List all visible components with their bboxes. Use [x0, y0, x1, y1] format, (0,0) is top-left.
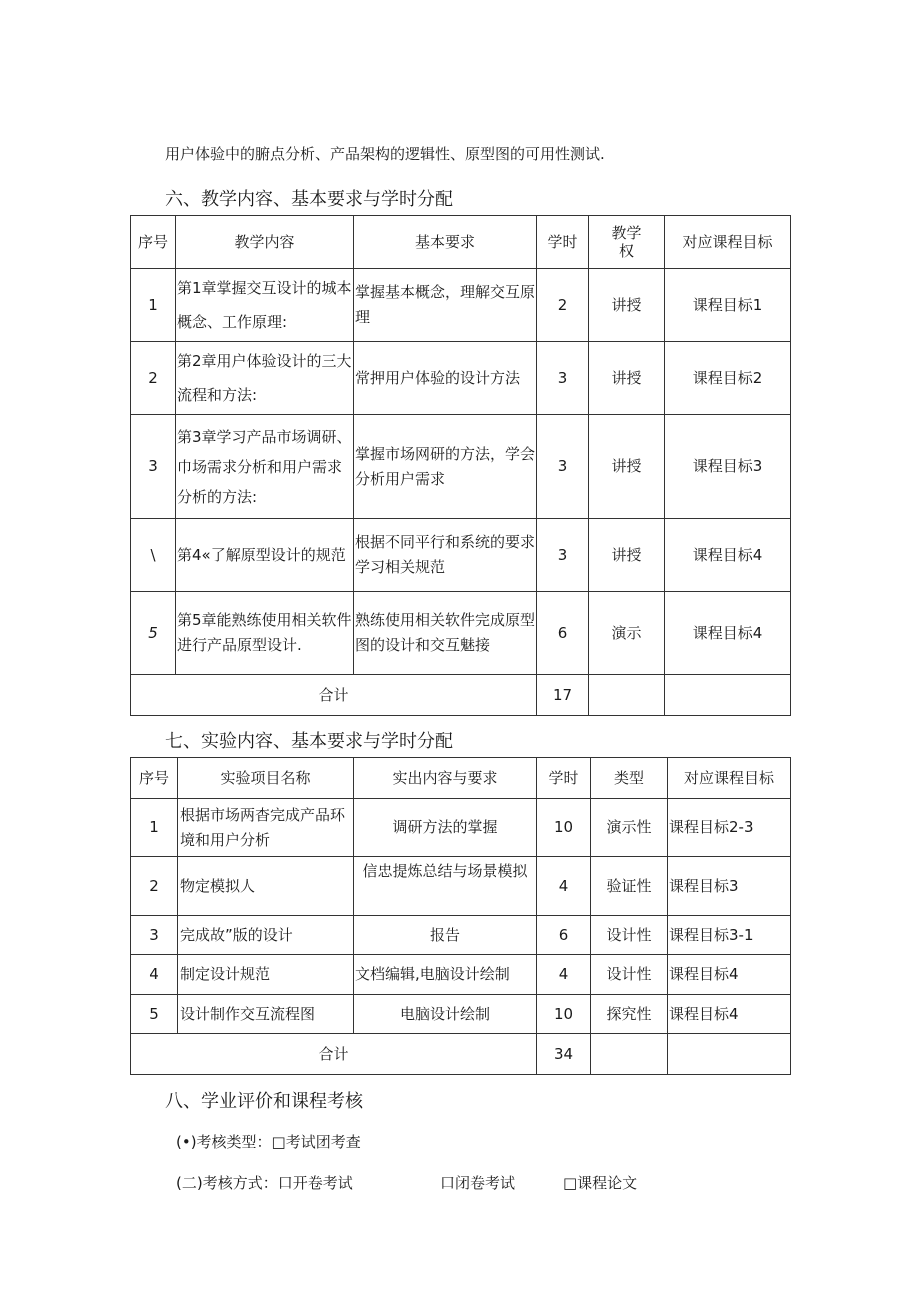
cell-hours: 3 — [537, 519, 589, 592]
table-row — [131, 592, 791, 675]
cell-no: \ — [131, 519, 176, 592]
cell-no: 1 — [131, 799, 178, 857]
cell-req: 文档编辑,电脑设计绘制 — [354, 955, 537, 995]
table-row — [131, 415, 791, 519]
cell-req: 熟练使用相关软件完成原型图的设计和交互魅接 — [354, 592, 537, 675]
cell-type: 设计性 — [591, 955, 668, 995]
cell-goal: 课程目标4 — [668, 995, 791, 1034]
col-header: 序号 — [131, 216, 176, 269]
total-label: 合计 — [131, 1034, 537, 1075]
cell-hours: 6 — [537, 916, 591, 955]
table-header-row — [131, 758, 791, 799]
col-header: 序号 — [131, 758, 178, 799]
cell-name: 设计制作交互流程图 — [178, 995, 354, 1034]
cell-goal: 课程目标3 — [668, 857, 791, 916]
col-header: 对应课程目标 — [668, 758, 791, 799]
cell-req: 掌握基本概念，理解交互原理 — [354, 269, 537, 342]
cell-goal: 课程目标4 — [665, 519, 791, 592]
cell-name: 物定模拟人 — [178, 857, 354, 916]
cell-hours: 6 — [537, 592, 589, 675]
col-header: 基本要求 — [354, 216, 537, 269]
table-row — [131, 269, 791, 342]
cell-goal: 课程目标4 — [665, 592, 791, 675]
table-total-row — [131, 675, 791, 716]
col-header: 教学内容 — [176, 216, 354, 269]
cell-hours: 10 — [537, 995, 591, 1034]
cell-method: 演示 — [589, 592, 665, 675]
cell-no: 5 — [131, 592, 176, 675]
cell-no: 4 — [131, 955, 178, 995]
table-row — [131, 955, 791, 995]
cell-method: 讲授 — [589, 519, 665, 592]
section8-heading: 八、学业评价和课程考核 — [165, 1091, 363, 1112]
cell-hours: 3 — [537, 415, 589, 519]
section6-heading: 六、教学内容、基本要求与学时分配 — [165, 189, 453, 210]
cell-hours: 2 — [537, 269, 589, 342]
col-header: 实验项目名称 — [178, 758, 354, 799]
table-header-row — [131, 216, 791, 269]
cell-goal: 课程目标1 — [665, 269, 791, 342]
cell-goal: 课程目标2-3 — [668, 799, 791, 857]
cell-req: 电脑设计绘制 — [354, 995, 537, 1034]
empty-cell — [665, 675, 791, 716]
col-header: 类型 — [591, 758, 668, 799]
cell-hours: 4 — [537, 955, 591, 995]
cell-req: 掌握市场网研的方法，学会分析用户需求 — [354, 415, 537, 519]
empty-cell — [668, 1034, 791, 1075]
col-header: 学时 — [537, 216, 589, 269]
cell-no: 2 — [131, 857, 178, 916]
cell-type: 设计性 — [591, 916, 668, 955]
cell-goal: 课程目标2 — [665, 342, 791, 415]
cell-no: 3 — [131, 916, 178, 955]
closed-book-option: 口闭卷考试 — [440, 1174, 516, 1192]
cell-no: 2 — [131, 342, 176, 415]
col-header: 对应课程目标 — [665, 216, 791, 269]
cell-hours: 4 — [537, 857, 591, 916]
cell-method: 讲授 — [589, 342, 665, 415]
table-row — [131, 995, 791, 1034]
table-row — [131, 519, 791, 592]
assessment-type: (•)考核类型：□考试团考查 — [176, 1133, 361, 1151]
cell-req: 报告 — [354, 916, 537, 955]
total-hours: 17 — [537, 675, 589, 716]
cell-req: 信忠提炼总结与场景模拟 — [354, 857, 537, 916]
col-header: 教学权 — [589, 216, 665, 269]
table-row — [131, 799, 791, 857]
table-row — [131, 342, 791, 415]
course-paper-option: □课程论文 — [563, 1174, 638, 1192]
cell-type: 演示性 — [591, 799, 668, 857]
empty-cell — [589, 675, 665, 716]
cell-goal: 课程目标4 — [668, 955, 791, 995]
cell-content: 第4«了解原型设计的规范 — [176, 519, 354, 592]
cell-req: 常押用户体验的设计方法 — [354, 342, 537, 415]
cell-content: 第5章能熟练使用相关软件进行产品原型设计. — [176, 592, 354, 675]
assessment-method: (二)考核方式：口开卷考试 — [176, 1174, 353, 1192]
intro-text: 用户体验中的腑点分析、产品架构的逻辑性、原型图的可用性测试. — [165, 145, 605, 163]
cell-no: 3 — [131, 415, 176, 519]
cell-name: 根据市场两杳完成产品环境和用户分析 — [178, 799, 354, 857]
cell-req: 根据不同平行和系统的要求学习相关规范 — [354, 519, 537, 592]
cell-content: 第1章掌握交互设计的城本概念、工作原理: — [176, 269, 354, 342]
table-row — [131, 857, 791, 916]
cell-hours: 10 — [537, 799, 591, 857]
experiment-table — [130, 757, 791, 1075]
cell-req: 调研方法的掌握 — [354, 799, 537, 857]
cell-method: 讲授 — [589, 415, 665, 519]
cell-name: 制定设计规范 — [178, 955, 354, 995]
cell-type: 验证性 — [591, 857, 668, 916]
cell-content: 第2章用户体验设计的三大流程和方法: — [176, 342, 354, 415]
table-total-row — [131, 1034, 791, 1075]
total-label: 合计 — [131, 675, 537, 716]
cell-hours: 3 — [537, 342, 589, 415]
empty-cell — [591, 1034, 668, 1075]
cell-goal: 课程目标3 — [665, 415, 791, 519]
cell-method: 讲授 — [589, 269, 665, 342]
cell-goal: 课程目标3-1 — [668, 916, 791, 955]
cell-type: 探究性 — [591, 995, 668, 1034]
total-hours: 34 — [537, 1034, 591, 1075]
cell-name: 完成故”版的设计 — [178, 916, 354, 955]
col-header: 实出内容与要求 — [354, 758, 537, 799]
cell-content: 第3章学习产品市场调研、巾场需求分析和用户需求分析的方法: — [176, 415, 354, 519]
col-header: 学时 — [537, 758, 591, 799]
table-row — [131, 916, 791, 955]
cell-no: 1 — [131, 269, 176, 342]
section7-heading: 七、实验内容、基本要求与学时分配 — [165, 731, 453, 752]
cell-no: 5 — [131, 995, 178, 1034]
teaching-table — [130, 215, 791, 716]
